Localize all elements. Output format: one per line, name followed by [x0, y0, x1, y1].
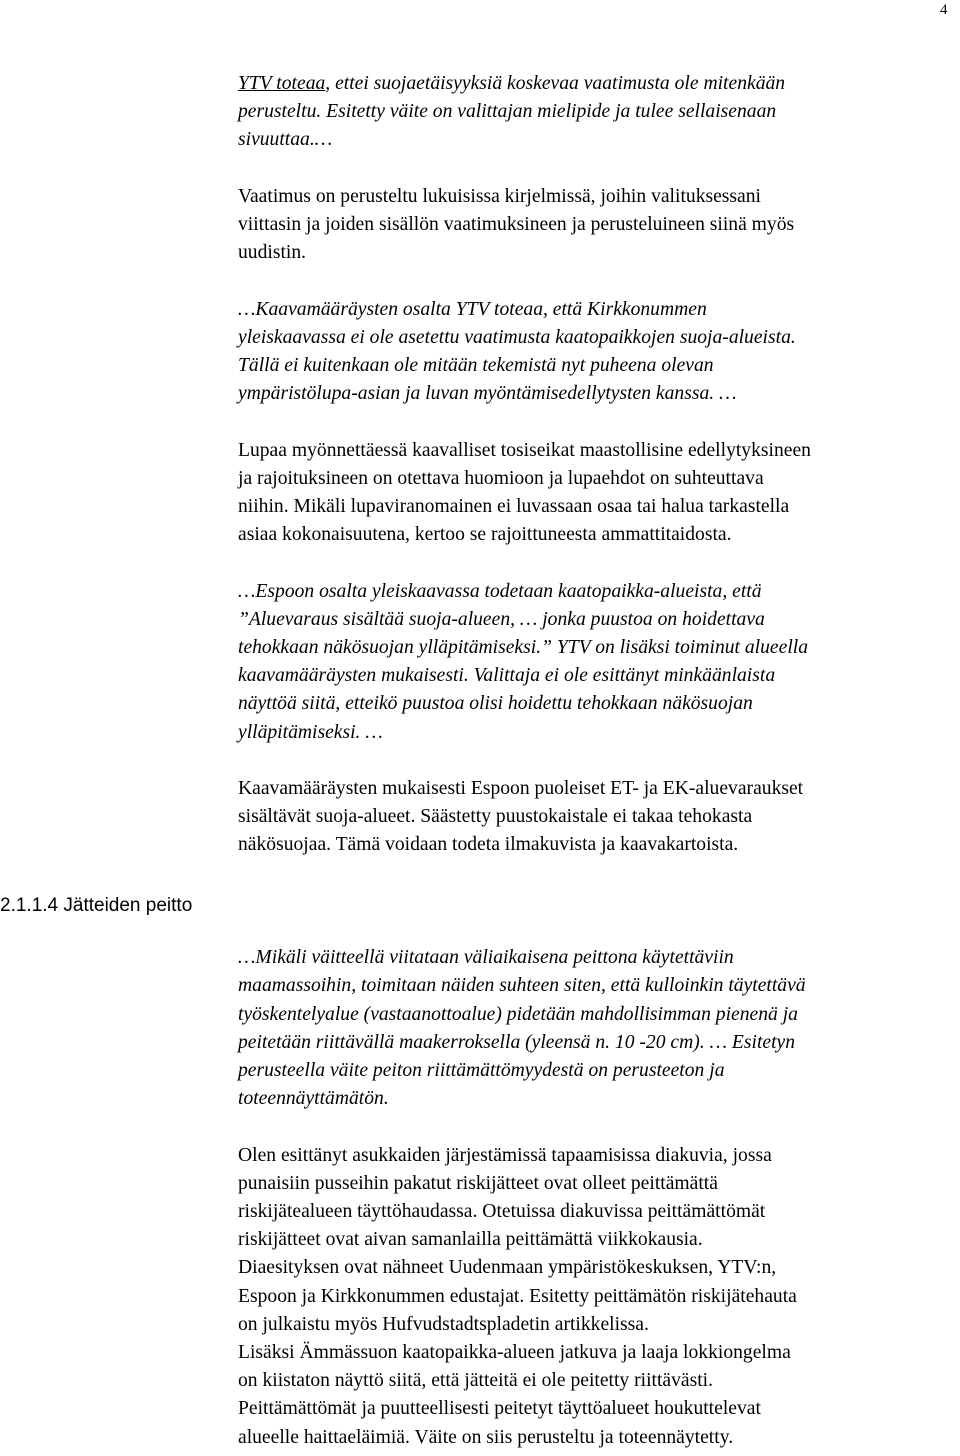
text-line: ”Aluevaraus sisältää suoja-alueen, … jonka puustoa on hoidettava: [238, 608, 765, 630]
text-line: Espoon ja Kirkkonummen edustajat. Esitetty peittämätön riskijätehauta: [238, 1285, 797, 1307]
text-line: asiaa kokonaisuutena, kertoo se rajoittuneesta ammattitaidosta.: [238, 524, 732, 546]
response-paragraph: [238, 1142, 958, 1452]
quoted-statement-paragraph: [238, 578, 958, 747]
text-line: …Mikäli väitteellä viitataan väliaikaisena peittona käytettäviin: [238, 947, 734, 969]
text-line: näyttöä siitä, etteikö puustoa olisi hoidettu tehokkaan näkösuojan: [238, 693, 753, 715]
text-line: riskijätteet ovat aivan samanlailla peittämättä viikkokausia.: [238, 1229, 703, 1251]
text-line: ja rajoituksineen on otettava huomioon ja lupaehdot on suhteuttava: [238, 467, 764, 489]
text-line: punaisiin pusseihin pakatut riskijätteet ovat olleet peittämättä: [238, 1172, 718, 1194]
text-line: Olen esittänyt asukkaiden järjestämissä tapaamisissa diakuvia, jossa: [238, 1144, 772, 1166]
response-paragraph: [238, 775, 958, 860]
text-line: tehokkaan näkösuojan ylläpitämiseksi.” YTV on lisäksi toiminut alueella: [238, 637, 808, 658]
text-line: työskentelyalue (vastaanottoalue) pidetään mahdollisimman pienenä ja: [238, 1003, 798, 1025]
text-line: riskijätealueen täyttöhaudassa. Otetuissa diakuvissa peittämättömät: [238, 1201, 766, 1223]
text-line: Kaavamääräysten mukaisesti Espoon puoleiset ET- ja EK-aluevaraukset: [238, 778, 804, 799]
response-paragraph: [238, 437, 958, 550]
text-line: ympäristölupa-asian ja luvan myöntämisedellytysten kanssa. …: [238, 383, 737, 405]
text-line: Lupaa myönnettäessä kaavalliset tosiseikat maastollisine edellytyksineen: [238, 439, 811, 461]
quoted-statement-paragraph: [238, 70, 958, 155]
text-line: Diaesityksen ovat nähneet Uudenmaan ympäristökeskuksen, YTV:n,: [238, 1257, 777, 1279]
text-line: perusteella väite peiton riittämättömyydestä on perusteeton ja: [238, 1060, 725, 1082]
text-line: kaavamääräysten mukaisesti. Valittaja ei ole esittänyt minkäänlaista: [238, 665, 776, 687]
response-paragraph: [238, 183, 958, 268]
text-line: yleiskaavassa ei ole asetettu vaatimusta kaatopaikkojen suoja-alueista.: [238, 326, 796, 348]
page-number: 4: [940, 2, 948, 18]
text-line: viittasin ja joiden sisällön vaatimuksineen ja perusteluineen siinä myös: [238, 214, 795, 235]
quoted-statement-paragraph: [238, 944, 958, 1113]
text-line: , ettei suojaetäisyyksiä koskevaa vaatimusta ole mitenkään: [325, 73, 786, 94]
quoted-statement-paragraph: [238, 296, 958, 409]
text-line: Lisäksi Ämmässuon kaatopaikka-alueen jatkuva ja laaja lokkiongelma: [238, 1342, 791, 1364]
text-line: …Kaavamääräysten osalta YTV toteaa, että Kirkkonummen: [238, 298, 707, 320]
text-line: Peittämättömät ja puutteellisesti peitetyt täyttöalueet houkuttelevat: [238, 1398, 761, 1420]
underlined-subject: YTV toteaa: [238, 73, 326, 94]
text-line: toteennäyttämätön.: [238, 1088, 389, 1110]
text-line: Vaatimus on perusteltu lukuisissa kirjelmissä, joihin valituksessani: [238, 185, 761, 207]
text-line: uudistin.: [238, 242, 307, 264]
text-line: perusteltu. Esitetty väite on valittajan mielipide ja tulee sellaisenaan: [238, 101, 777, 123]
text-line: on julkaistu myös Hufvudstadtspladetin artikkelissa.: [238, 1313, 649, 1335]
text-line: ylläpitämiseksi. …: [238, 721, 383, 743]
text-line: niihin. Mikäli lupaviranomainen ei luvassaan osaa tai halua tarkastella: [238, 496, 790, 517]
text-line: alueelle haittaeläimiä. Väite on siis perusteltu ja toteennäytetty.: [238, 1426, 734, 1448]
text-line: …Espoon osalta yleiskaavassa todetaan kaatopaikka-alueista, että: [238, 580, 762, 602]
text-line: Tällä ei kuitenkaan ole mitään tekemistä nyt puheena olevan: [238, 355, 714, 376]
text-line: peitetään riittävällä maakerroksella (yleensä n. 10 -20 cm). … Esitetyn: [238, 1031, 796, 1053]
body-text: [238, 70, 958, 1452]
text-line: on kiistaton näyttö siitä, että jätteitä ei ole peitetty riittävästi.: [238, 1370, 714, 1392]
text-line: sisältävät suoja-alueet. Säästetty puustokaistale ei takaa tehokasta: [238, 806, 753, 828]
text-line: näkösuojaa. Tämä voidaan todeta ilmakuvista ja kaavakartoista.: [238, 834, 739, 856]
text-line: sivuuttaa.…: [238, 129, 333, 151]
text-line: maamassoihin, toimitaan näiden suhteen siten, että kulloinkin täytettävä: [238, 975, 806, 997]
section-heading: 2.1.1.4 Jätteiden peitto: [0, 895, 193, 916]
